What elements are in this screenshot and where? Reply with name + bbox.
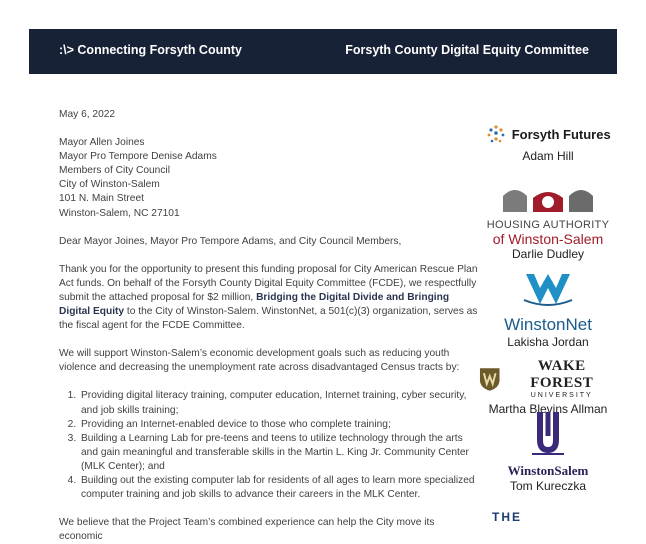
address-line: Mayor Pro Tempore Denise Adams (59, 151, 217, 163)
letter-date: May 6, 2022 (59, 109, 116, 120)
address-line: City of Winston-Salem (59, 179, 160, 191)
letter-body (59, 108, 479, 544)
partner-person: Tom Kureczka (509, 479, 587, 493)
housing-authority-block (478, 182, 618, 261)
address-line: 101 N. Main Street (59, 193, 144, 205)
forsyth-futures-logo-text: Forsyth Futures (511, 127, 611, 143)
goals-list (59, 389, 479, 502)
winstonnet-block (478, 270, 618, 349)
list-item: 3. Building a Learning Lab for pre-teens and teens to utilize technology through the arts and gain meaningful and transferable skills in the Martin L. King Jr. Community Center (MLK Center); and (79, 432, 479, 474)
paragraph-1-text-b: to the City of Winston-Salem. WinstonNet, a 501(c)(3) organization, serves as the fiscal agent for the FCDE Committee. (59, 306, 478, 332)
wake-forest-logo (478, 358, 618, 399)
forsyth-futures-icon (485, 124, 507, 146)
winston-salem-logo-icon (528, 410, 568, 458)
housing-authority-line1: HOUSING AUTHORITY (486, 219, 610, 231)
housing-authority-line2: of Winston-Salem (492, 231, 604, 247)
wake-forest-line2: UNIVERSITY (530, 392, 593, 399)
paragraph-1-text-a: Thank you for the opportunity to present this funding proposal for City American Rescue Plan Act funds. On behalf of the Forsyth County Digital Equity Committee (FCDE), we respectfully submit the attached proposal for $2 million, (59, 263, 478, 303)
winston-salem-logo-text: WinstonSalem (507, 463, 589, 478)
banner-right-title: Forsyth County Digital Equity Committee (345, 43, 589, 57)
proposal-title: Bridging the Digital Divide and Bringing Digital Equity (59, 291, 450, 318)
list-item: 1. Providing digital literacy training, computer education, Internet training, cyber security, and job skills training; (79, 389, 479, 417)
forsyth-futures-block (478, 124, 618, 163)
paragraph-2: We will support Winston-Salem’s economic development goals such as reducing youth violence and decreasing the unemployment rate across disadvantaged Census tracts by: (59, 348, 460, 374)
winston-salem-block (478, 410, 618, 493)
paragraph-1 (59, 263, 479, 333)
letterhead-banner (29, 29, 617, 74)
banner-left-title: :\> Connecting Forsyth County (59, 43, 242, 57)
wake-forest-shield-icon (478, 366, 501, 392)
winstonnet-logo-text: WinstonNet (504, 315, 592, 334)
address-line: Members of City Council (59, 165, 170, 177)
partner-person: Lakisha Jordan (507, 335, 589, 349)
paragraph-3: We believe that the Project Team’s combined experience can help the City move its economic (59, 517, 435, 543)
housing-authority-logo-icon (493, 182, 603, 214)
winstonnet-logo-icon (518, 270, 578, 310)
address-line: Mayor Allen Joines (59, 137, 145, 149)
salutation: Dear Mayor Joines, Mayor Pro Tempore Adams, and City Council Members, (59, 235, 402, 247)
partner-person: Martha Blevins Allman (488, 402, 608, 416)
partner-person: Darlie Dudley (511, 247, 585, 261)
wake-forest-block (478, 358, 618, 416)
partner-person: Adam Hill (522, 149, 574, 163)
address-line: Winston-Salem, NC 27101 (59, 207, 180, 219)
list-item: 4. Building out the existing computer lab for residents of all ages to learn more specialized computer training and job skills to advance their careers in the MLK Center. (79, 474, 479, 502)
partial-org-logo-text: THE (492, 510, 522, 524)
list-item: 2. Providing an Internet-enabled device to those who complete training; (79, 418, 479, 432)
wake-forest-line1: WAKE FOREST (530, 358, 594, 391)
